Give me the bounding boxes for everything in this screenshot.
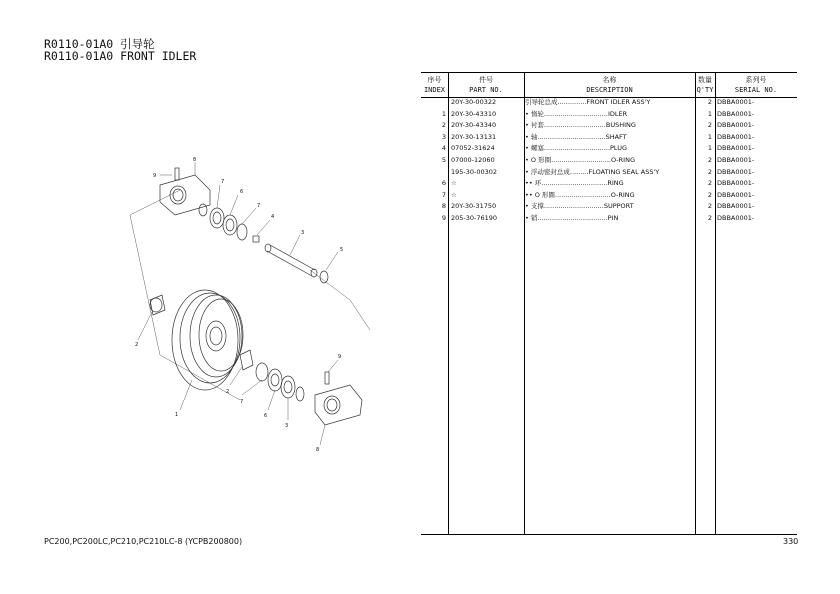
callout-label: 2 (135, 342, 139, 348)
header-qty: 数量 Q'TY (696, 76, 714, 94)
callout-label: 6 (264, 413, 268, 419)
callout-label: 7 (257, 203, 261, 209)
callout-label: 7 (240, 399, 244, 405)
table-row: 6 ☆ •• 环................................RING 2 DBBA0001- (441, 179, 755, 188)
callout-label: 1 (175, 412, 179, 418)
table-row: 3 20Y-30-13131 • 轴.................................SHAFT 1 DBBA0001- (441, 132, 755, 141)
page-number: 330 (783, 537, 799, 546)
callout-label: 9 (153, 173, 157, 179)
callout-label: 5 (340, 247, 344, 253)
model-footer: PC200,PC200LC,PC210,PC210LC-8 (YCPB200800) (44, 537, 243, 546)
idler-wheel-drawing (172, 290, 243, 390)
table-row: 8 20Y-30-31750 • 支撑.............................SUPPORT 2 DBBA0001- (441, 202, 755, 211)
support-top-drawing (160, 175, 210, 215)
page-title-en: R0110-01A0 FRONT IDLER (44, 49, 197, 63)
table-row: 9 205-30-76190 • 销..................................PIN 2 DBBA0001- (441, 213, 755, 222)
table-row: 195-30-00302 • 浮动密封总成.........FLOATING SEAL ASS'Y 2 DBBA0001- (451, 167, 755, 176)
callout-label: 9 (338, 354, 342, 360)
table-row: 7 ☆ •• O 形圈...........................O-RING 2 DBBA0001- (441, 190, 755, 199)
table-bottom-border (421, 534, 797, 535)
callout-label: 7 (221, 179, 225, 185)
table-row: 5 07000-12060 • O 形圈.............................O-RING 2 DBBA0001- (441, 155, 755, 164)
callout-label: 3 (285, 423, 289, 429)
callout-label: 6 (240, 189, 244, 195)
parts-table-header (421, 72, 797, 98)
callout-label: 3 (301, 230, 305, 236)
callout-label: 2 (226, 389, 230, 395)
table-row: 4 07052-31624 • 螺塞................................PLUG 1 DBBA0001- (441, 144, 755, 153)
callout-label: 8 (193, 157, 197, 163)
table-row: 20Y-30-00322 引导轮总成..............FRONT IDLER ASS'Y 2 DBBA0001- (451, 98, 755, 106)
parts-table-body (421, 97, 797, 225)
table-row: 2 20Y-30-43340 • 衬套..............................BUSHING 2 DBBA0001- (441, 121, 755, 130)
callout-label: 4 (271, 214, 275, 220)
exploded-parts-diagram (120, 150, 380, 470)
header-description: 名称 DESCRIPTION (586, 76, 633, 94)
header-serial: 系列号 SERIAL NO. (734, 76, 778, 94)
page-title-cn: R0110-01A0 引导轮 (44, 37, 155, 51)
support-bottom-drawing (315, 385, 362, 425)
header-index: 序号 INDEX (423, 76, 446, 94)
header-part-no: 件号 PART NO. (469, 76, 503, 94)
table-row: 1 20Y-30-43310 • 惰轮...............................IDLER 1 DBBA0001- (441, 109, 755, 118)
callout-label: 8 (316, 447, 320, 453)
